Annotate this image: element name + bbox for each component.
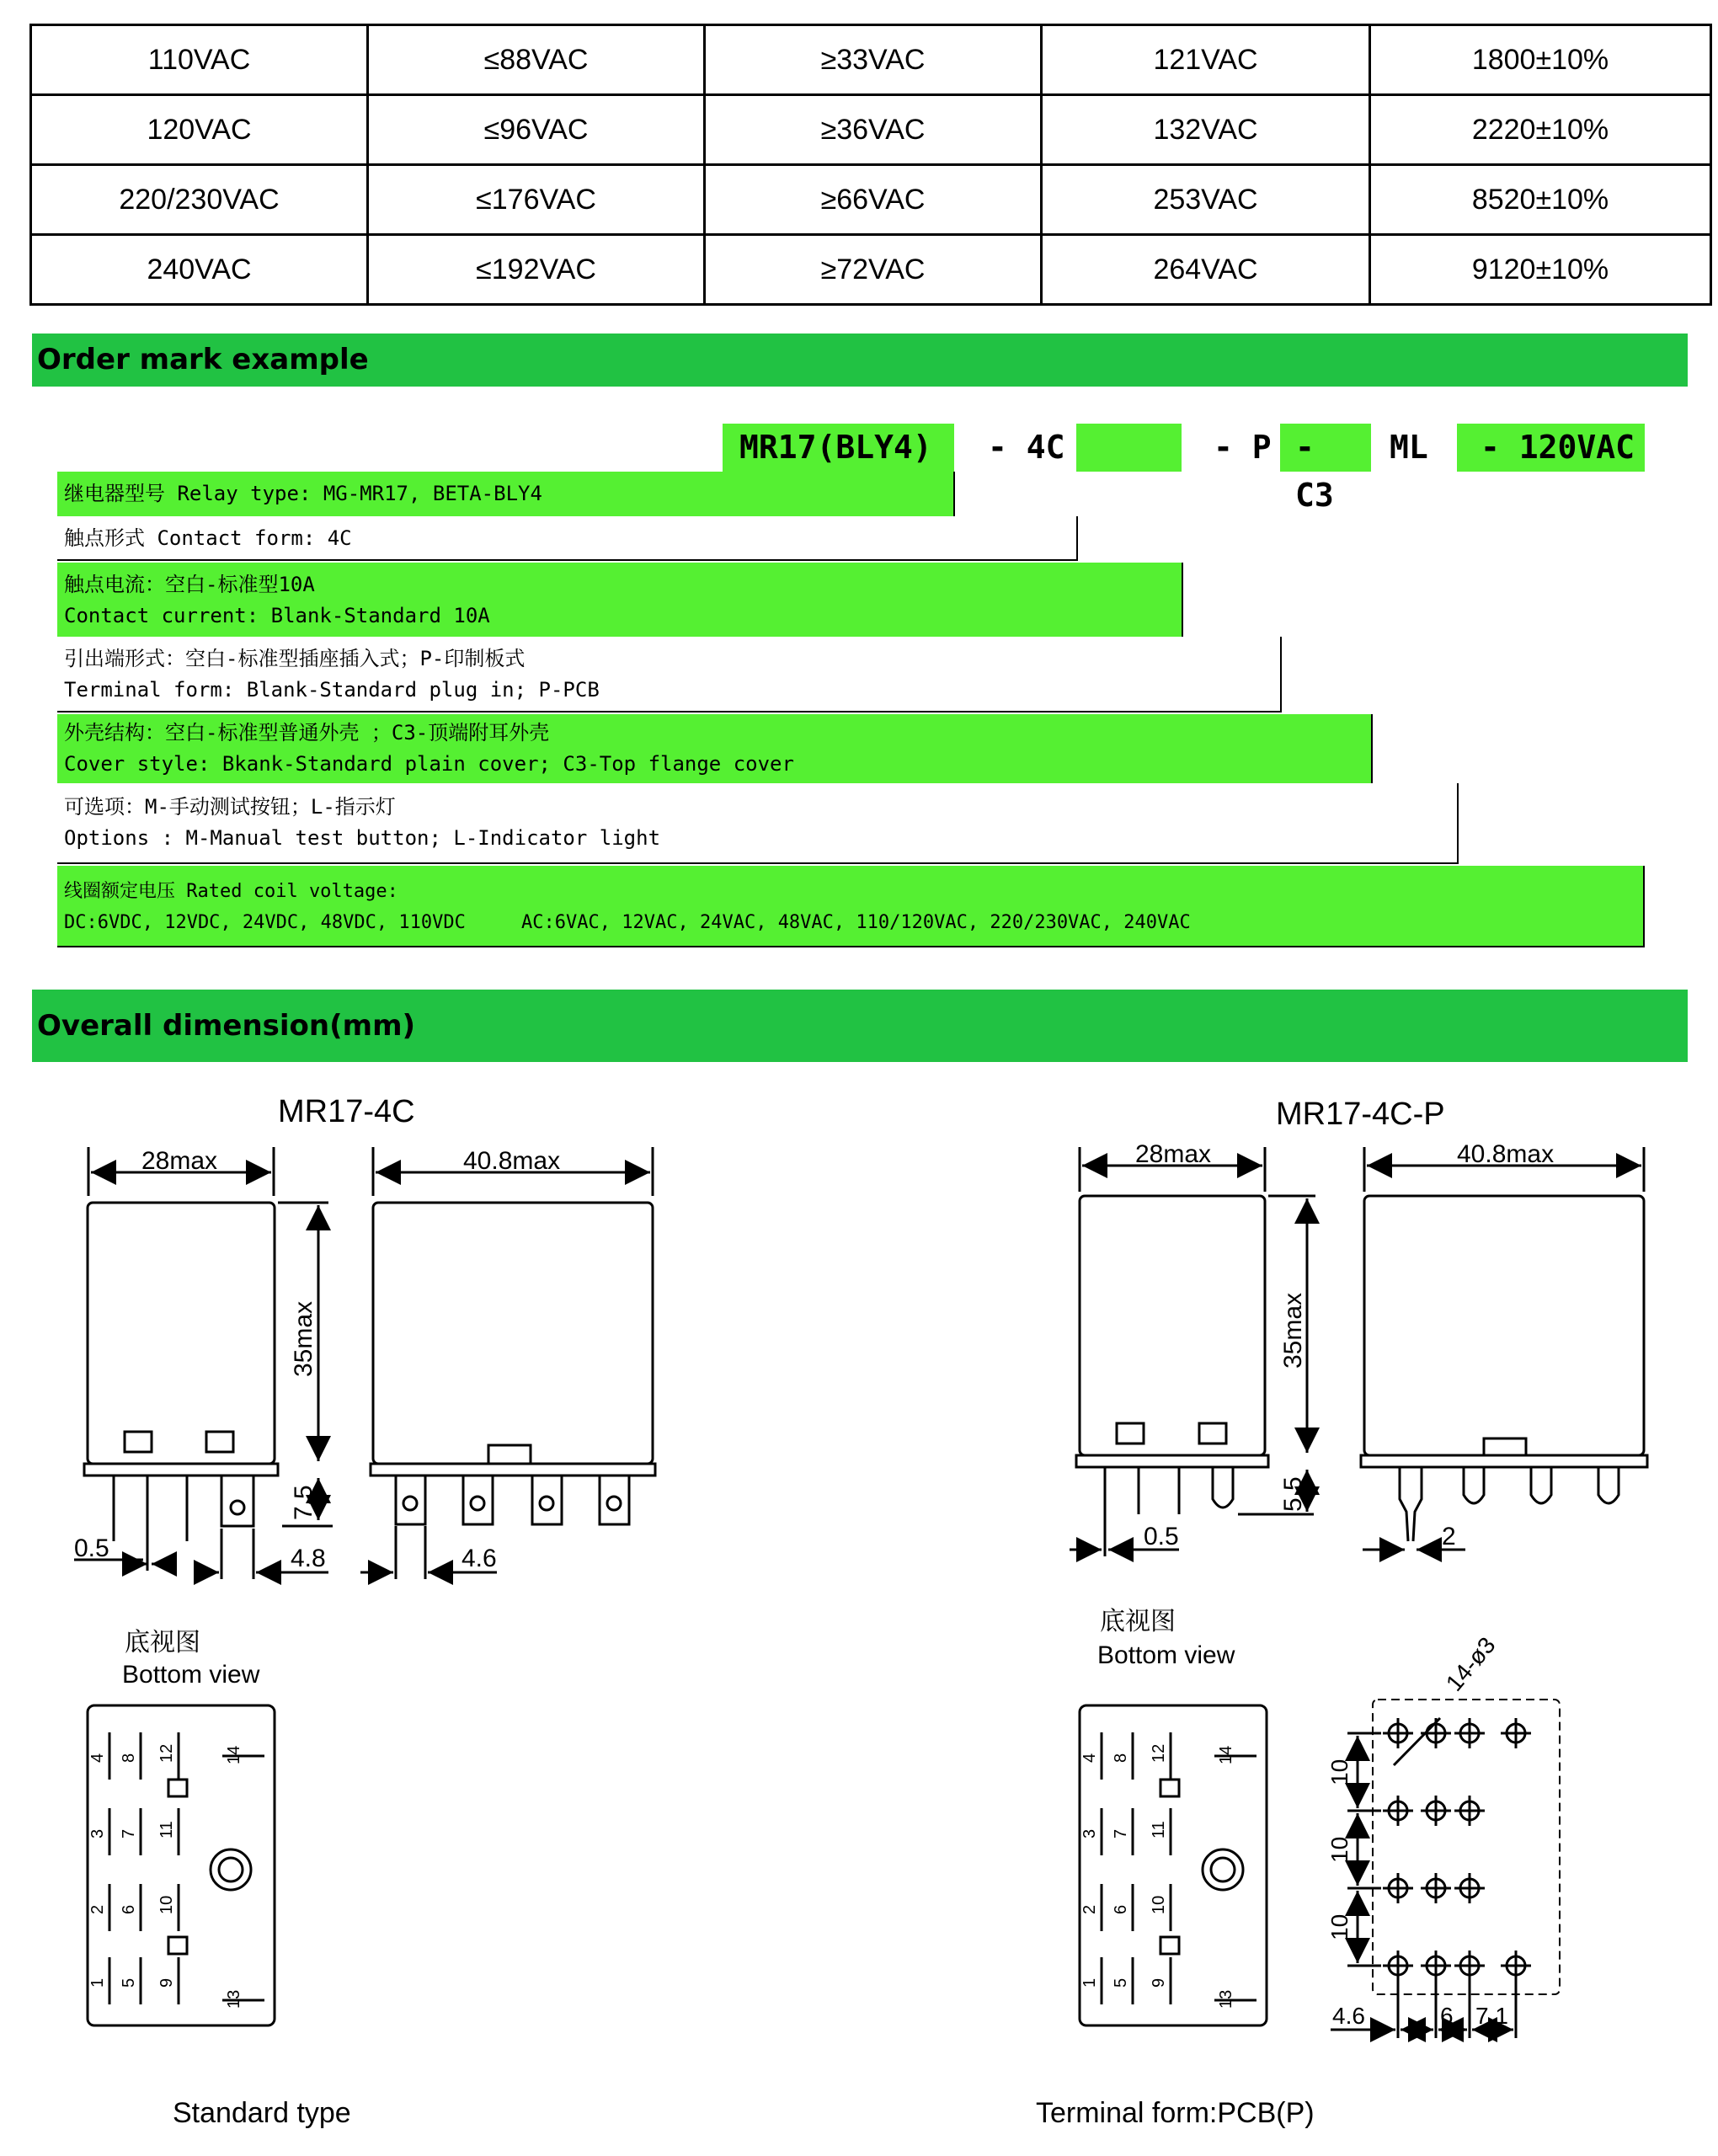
left-bottom-view — [88, 1705, 275, 2025]
pitch-v2: 10 — [1326, 1836, 1353, 1863]
dimension-drawings — [0, 1078, 1718, 2156]
pin-number: 4 — [1080, 1753, 1099, 1763]
left-pinw-label: 0.5 — [74, 1534, 109, 1562]
coil-pin-number: 14 — [1217, 1745, 1235, 1764]
pin-number: 11 — [157, 1821, 176, 1838]
left-pingap-label: 4.8 — [291, 1545, 326, 1572]
code-terminal: - P — [1182, 424, 1280, 472]
spec-cell: 9120±10% — [1370, 235, 1711, 305]
code-model: MR17(BLY4) — [723, 424, 954, 472]
pin-number: 1 — [1080, 1977, 1099, 1988]
spec-cell: 132VAC — [1042, 95, 1370, 165]
spec-cell: ≥72VAC — [705, 235, 1042, 305]
spec-cell: 110VAC — [31, 25, 368, 95]
right-front-view — [1070, 1140, 1315, 1556]
pin-number: 7 — [1112, 1828, 1130, 1838]
left-title: MR17-4C — [278, 1094, 415, 1129]
spec-cell: ≤96VAC — [368, 95, 705, 165]
code-voltage: - 120VAC — [1457, 424, 1645, 472]
spec-cell: 120VAC — [31, 95, 368, 165]
left-bottom-cn: 底视图 — [125, 1629, 200, 1657]
right-caption: Terminal form:PCB(P) — [1036, 2097, 1315, 2129]
row-options — [57, 783, 1459, 864]
hole-spec-label: 14-ø3 — [1440, 1631, 1501, 1696]
pin-number: 8 — [1112, 1753, 1130, 1763]
spec-cell: 121VAC — [1042, 25, 1370, 95]
spec-cell: 8520±10% — [1370, 165, 1711, 235]
right-pinlen-label: 5.5 — [1279, 1476, 1307, 1512]
coil-voltage-en: DC:6VDC, 12VDC, 24VDC, 48VDC, 110VDC AC:6VAC, 12VAC, 24VAC, 48VAC, 110/120VAC, 220/230VAC, 240VAC — [64, 912, 1191, 933]
pin-number: 2 — [88, 1904, 107, 1914]
pin-number: 9 — [1150, 1977, 1168, 1988]
right-bottom-en: Bottom view — [1097, 1641, 1235, 1669]
pin-number: 3 — [1080, 1828, 1099, 1838]
right-height-label: 35max — [1279, 1292, 1307, 1369]
cover-style-cn: 外壳结构：空白-标准型普通外壳 ；C3-顶端附耳外壳 — [64, 721, 550, 744]
coil-pin-number: 14 — [225, 1745, 243, 1764]
left-tabw-label: 4.6 — [462, 1545, 497, 1572]
code-contact-tail — [1076, 424, 1182, 472]
pin-number: 7 — [120, 1828, 138, 1838]
pcb-hole-layout — [1326, 1632, 1560, 2038]
pin-number: 10 — [157, 1895, 176, 1914]
order-mark-diagram — [0, 0, 1718, 960]
left-side-view — [360, 1147, 655, 1579]
pin-number: 4 — [88, 1753, 107, 1763]
cover-style-en: Cover style: Bkank-Standard plain cover; C3-Top flange cover — [64, 752, 794, 776]
pin-number: 1 — [88, 1977, 107, 1988]
code-options: ML — [1371, 424, 1457, 472]
code-contact: - 4C — [954, 424, 1076, 472]
spec-cell: ≤192VAC — [368, 235, 705, 305]
spec-cell: ≤176VAC — [368, 165, 705, 235]
row-cover-style — [57, 714, 1373, 783]
coil-pin-number: 13 — [1217, 1989, 1235, 2009]
pin-number: 12 — [1150, 1743, 1168, 1763]
right-bottom-cn: 底视图 — [1100, 1608, 1176, 1636]
pin-number: 3 — [88, 1828, 107, 1838]
pitch-b: 6 — [1440, 2003, 1454, 2029]
spec-cell: ≤88VAC — [368, 25, 705, 95]
spec-cell: 264VAC — [1042, 235, 1370, 305]
right-bottom-view — [1080, 1705, 1267, 2025]
left-width-label: 28max — [141, 1147, 218, 1175]
row-contact-form: 触点形式 Contact form: 4C — [57, 516, 1078, 561]
contact-current-en: Contact current: Blank-Standard 10A — [64, 604, 490, 627]
spec-cell: 220/230VAC — [31, 165, 368, 235]
dimension-section-header: Overall dimension(mm) — [32, 990, 1688, 1062]
left-bottom-en: Bottom view — [122, 1661, 260, 1689]
right-title: MR17-4C-P — [1276, 1097, 1445, 1132]
row-terminal-form — [57, 637, 1282, 712]
left-depth-label: 40.8max — [463, 1147, 561, 1175]
row-coil-voltage — [57, 866, 1645, 947]
pin-number: 10 — [1150, 1895, 1168, 1914]
pin-number: 5 — [120, 1977, 138, 1988]
spec-cell: ≥33VAC — [705, 25, 1042, 95]
coil-voltage-cn: 线圈额定电压 Rated coil voltage: — [64, 881, 398, 902]
terminal-form-en: Terminal form: Blank-Standard plug in; P-PCB — [64, 678, 600, 702]
spec-cell: ≥66VAC — [705, 165, 1042, 235]
right-depth-label: 40.8max — [1457, 1140, 1555, 1168]
row-contact-current — [57, 563, 1183, 637]
left-height-label: 35max — [290, 1300, 317, 1377]
terminal-form-cn: 引出端形式：空白-标准型插座插入式；P-印制板式 — [64, 647, 526, 670]
pin-number: 6 — [1112, 1904, 1130, 1914]
left-pinlen-label: 7.5 — [290, 1485, 317, 1520]
row-relay-type: 继电器型号 Relay type: MG-MR17, BETA-BLY4 — [57, 472, 955, 516]
options-cn: 可选项：M-手动测试按钮；L-指示灯 — [64, 795, 396, 819]
pitch-v1: 10 — [1326, 1758, 1353, 1785]
coil-pin-number: 13 — [225, 1989, 243, 2009]
spec-cell: 253VAC — [1042, 165, 1370, 235]
spec-cell: 1800±10% — [1370, 25, 1711, 95]
contact-current-cn: 触点电流：空白-标准型10A — [64, 573, 315, 596]
right-width-label: 28max — [1135, 1140, 1212, 1168]
right-side-view — [1361, 1140, 1647, 1550]
pitch-v3: 10 — [1326, 1913, 1353, 1940]
pin-number: 9 — [157, 1977, 176, 1988]
pin-number: 6 — [120, 1904, 138, 1914]
left-caption: Standard type — [173, 2097, 351, 2129]
code-cover: - C3 — [1280, 424, 1371, 472]
spec-cell: 2220±10% — [1370, 95, 1711, 165]
options-en: Options : M-Manual test button; L-Indicator light — [64, 826, 661, 850]
spec-cell: 240VAC — [31, 235, 368, 305]
pitch-a: 4.6 — [1332, 2003, 1365, 2029]
pin-number: 2 — [1080, 1904, 1099, 1914]
spec-cell: ≥36VAC — [705, 95, 1042, 165]
right-pinw-label: 0.5 — [1144, 1523, 1179, 1550]
pin-number: 11 — [1150, 1821, 1168, 1838]
left-front-view — [74, 1147, 333, 1579]
order-section-header: Order mark example — [32, 334, 1688, 387]
pin-number: 12 — [157, 1743, 176, 1763]
pin-number: 5 — [1112, 1977, 1130, 1988]
pitch-c: 7.1 — [1475, 2003, 1508, 2029]
right-pingap-label: 2 — [1442, 1523, 1456, 1550]
pin-number: 8 — [120, 1753, 138, 1763]
